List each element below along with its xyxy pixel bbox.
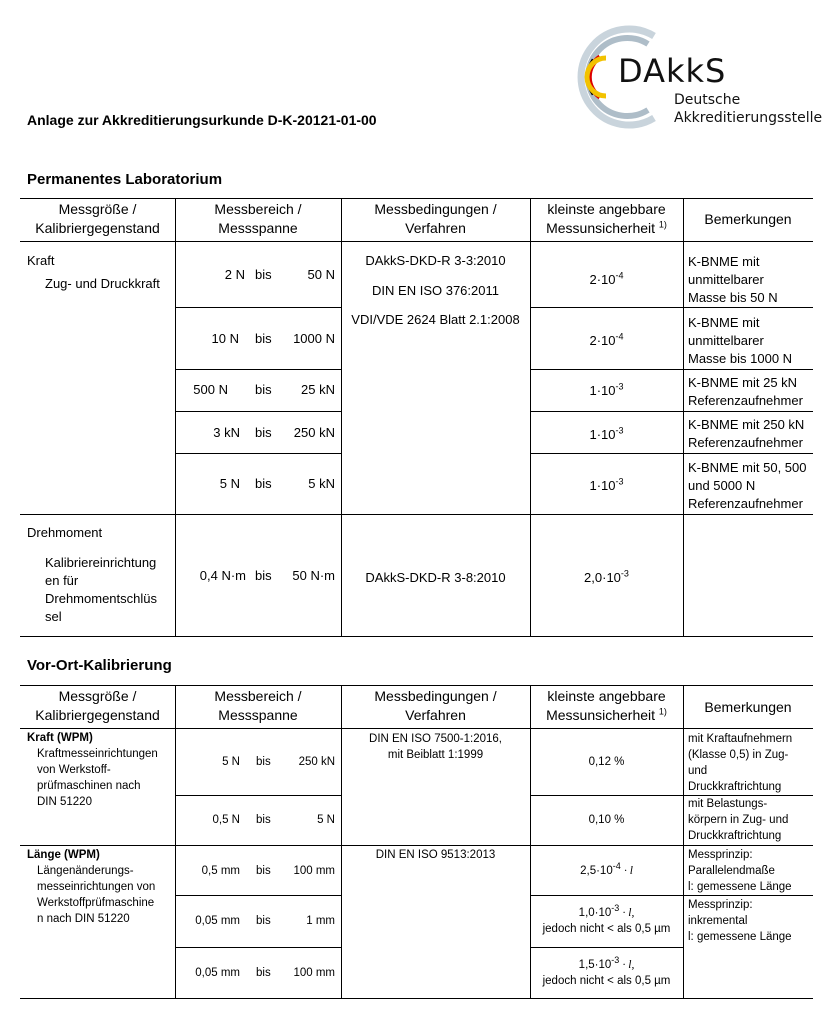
s1-r5-from: 5 N xyxy=(219,476,240,491)
s2-r2-remark: mit Belastungs- körpern in Zug- und Druckkraftrichtung xyxy=(688,798,789,842)
dakks-logo xyxy=(574,22,823,132)
s2-header-col5: Bemerkungen xyxy=(704,699,792,715)
s1-r1-uncertainty: $2\cdot 10^{-4}$ xyxy=(589,270,624,287)
s1-header-col1: Messgröße / Kalibriergegenstand xyxy=(35,201,160,236)
s1-r1-to: 50 N xyxy=(307,267,335,282)
s2-header-col4: kleinste angebbare Messunsicherheit $^{1)}$ xyxy=(546,688,667,723)
s1-method-1: DAkkS-DKD-R 3-3:2010 xyxy=(365,253,506,268)
s1-header-col3: Messbedingungen / Verfahren xyxy=(374,201,497,236)
s2-r3-from: 0,5 mm xyxy=(201,865,240,877)
document-title: Anlage zur Akkreditierungsurkunde D-K-20121-01-00 xyxy=(27,112,377,128)
s2-r4-from: 0,05 mm xyxy=(195,915,240,927)
s2-top-rule xyxy=(20,685,813,686)
s1-r5-uncertainty: $1\cdot 10^{-3}$ xyxy=(589,476,624,493)
s2-r5-to: 100 mm xyxy=(293,967,335,979)
s2-r2-to: 5 N xyxy=(317,814,335,826)
s1-dreh-object: Kalibriereinrichtung en für Drehmomentschlüs sel xyxy=(45,555,157,624)
s2-kraft-method: DIN EN ISO 7500-1:2016, mit Beiblatt 1:1999 xyxy=(369,733,502,761)
s1-kraft-label: Kraft xyxy=(27,253,55,268)
s1-r5-remark: K-BNME mit 50, 500 und 5000 N Referenzaufnehmer xyxy=(688,460,807,511)
s1-r3-remark: K-BNME mit 25 kN Referenzaufnehmer xyxy=(688,375,803,408)
section1-title: Permanentes Laboratorium xyxy=(27,171,223,188)
s1-dreh-label: Drehmoment xyxy=(27,525,103,540)
s2-r3-remark: Messprinzip: Parallelendmaße l: gemessene Länge xyxy=(688,849,792,893)
logo-line2: Akkreditierungsstelle xyxy=(674,110,823,126)
s1-r1-bis: bis xyxy=(255,267,272,282)
s1-r2-to: 1000 N xyxy=(293,331,335,346)
s1-r3-uncertainty: $1\cdot 10^{-3}$ xyxy=(589,381,624,398)
s1-header-rule xyxy=(20,241,813,242)
s2-kraft-label: Kraft (WPM) xyxy=(27,732,93,744)
logo-line1: Deutsche xyxy=(674,92,741,108)
s1-dreh-method: DAkkS-DKD-R 3-8:2010 xyxy=(365,570,506,585)
s2-r1-remark: mit Kraftaufnehmern (Klasse 0,5) in Zug- und Druckkraftrichtung xyxy=(688,733,793,793)
s1-r3-from: 500 N xyxy=(193,382,228,397)
s1-r1-remark: K-BNME mit unmittelbarer Masse bis 50 N xyxy=(688,254,778,305)
s2-bottom-rule xyxy=(20,998,813,999)
s2-r3-uncertainty: $2,5\cdot 10^{-4} \cdot l$ xyxy=(580,861,633,877)
s1-r4-remark: K-BNME mit 250 kN Referenzaufnehmer xyxy=(688,417,805,450)
s2-laenge-method: DIN EN ISO 9513:2013 xyxy=(375,849,496,861)
s1-header-col2: Messbereich / Messspanne xyxy=(214,201,302,236)
s1-r4-uncertainty: $1\cdot 10^{-3}$ xyxy=(589,425,624,442)
s2-laenge-object: Längenänderungs- messeinrichtungen von Werkstoffprüfmaschine n nach DIN 51220 xyxy=(37,865,156,925)
s2-r1-from: 5 N xyxy=(222,756,240,768)
s1-bottom-rule xyxy=(20,636,813,637)
logo-wordmark: DAkkS xyxy=(618,52,727,90)
s1-r2-from: 10 N xyxy=(211,331,239,346)
s1-r3-to: 25 kN xyxy=(301,382,335,397)
s2-header-col3: Messbedingungen / Verfahren xyxy=(374,688,497,723)
s2-r5-from: 0,05 mm xyxy=(195,967,240,979)
s1-dreh-uncertainty: $2,0\cdot 10^{-3}$ xyxy=(584,568,629,585)
s2-header-col1: Messgröße / Kalibriergegenstand xyxy=(35,688,160,723)
s2-header-rule xyxy=(20,728,813,729)
section2-title: Vor-Ort-Kalibrierung xyxy=(27,657,172,674)
s2-r1-to: 250 kN xyxy=(298,756,335,768)
s2-r3-to: 100 mm xyxy=(293,865,335,877)
s1-method-2: DIN EN ISO 376:2011 xyxy=(372,283,499,298)
s1-dreh-from: 0,4 N·m xyxy=(199,568,246,583)
s2-kraft-object: Kraftmesseinrichtungen von Werkstoff- prüfmaschinen nach DIN 51220 xyxy=(37,748,158,808)
s1-r5-to: 5 kN xyxy=(308,476,335,491)
s1-r4-to: 250 kN xyxy=(293,425,335,440)
s1-header-col4: kleinste angebbare Messunsicherheit $^{1)}$ xyxy=(546,201,667,236)
s2-r4-uncertainty: $1,0\cdot 10^{-3} \cdot l$, jedoch nicht < als 0,5 µm xyxy=(542,903,671,935)
s1-r1-from: 2 N xyxy=(224,267,245,282)
s1-r2-remark: K-BNME mit unmittelbarer Masse bis 1000 N xyxy=(688,315,793,366)
s2-r2-uncertainty: 0,10 % xyxy=(588,814,625,826)
s1-header-col5: Bemerkungen xyxy=(704,211,792,227)
s2-r5-uncertainty: $1,5\cdot 10^{-3} \cdot l$, jedoch nicht < als 0,5 µm xyxy=(542,955,671,987)
s1-r4-from: 3 kN xyxy=(213,425,240,440)
s2-r4-to: 1 mm xyxy=(306,915,335,927)
s1-top-rule xyxy=(20,198,813,199)
s2-r4-remark: Messprinzip: inkremental l: gemessene Länge xyxy=(688,899,792,943)
s1-zug-label: Zug- und Druckkraft xyxy=(45,276,160,291)
s2-r2-from: 0,5 N xyxy=(212,814,240,826)
s1-dreh-to: 50 N·m xyxy=(292,568,335,583)
s1-method-3: VDI/VDE 2624 Blatt 2.1:2008 xyxy=(351,312,520,327)
s2-header-col2: Messbereich / Messspanne xyxy=(214,688,302,723)
s2-laenge-label: Länge (WPM) xyxy=(27,849,100,861)
s1-r2-uncertainty: $2\cdot 10^{-4}$ xyxy=(589,331,624,348)
s2-r1-uncertainty: 0,12 % xyxy=(588,756,625,768)
